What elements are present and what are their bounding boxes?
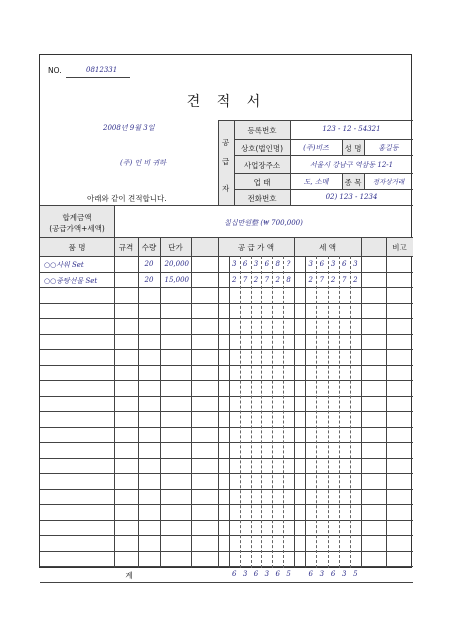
item-qty: 20 [144,275,154,284]
total-tax-digit: 3 [319,569,325,578]
biz-label: 업 태 [253,178,271,187]
rep-label: 성 명 [344,144,362,153]
header-qty: 수량 [141,243,157,252]
company-label: 상호(법인명) [240,144,284,153]
biz-value: 도, 소매 [303,178,329,186]
item-price: 15,000 [164,275,189,284]
reg-value: 123 - 12 - 54321 [322,125,381,133]
tax-digit: 2 [330,275,336,284]
total-value: 칠십만원整 (₩ 700,000) [224,219,303,227]
kind-label: 종 목 [344,178,362,187]
tax-digit: 3 [308,260,313,268]
total-supply-digit: 3 [242,569,248,578]
tel-label: 전화번호 [247,194,277,203]
header-name: 품 명 [68,243,86,252]
company-value: (주)비즈 [303,144,329,152]
total-tax-digit: 6 [330,569,336,578]
tax-digit: 6 [319,260,325,268]
no-label: NO. [48,66,62,75]
header-spec: 규격 [118,243,134,252]
total-supply-digit: 3 [264,569,270,578]
total-supply-digit: 6 [232,569,237,578]
supply-digit: 7 [264,275,270,284]
item-price: 20,000 [164,260,189,268]
tax-digit: 2 [308,275,313,284]
tax-digit: 2 [353,275,358,284]
supply-digit: 3 [232,260,237,268]
item-name: ○○사워 Set [44,261,84,269]
tax-digit: 6 [342,260,347,268]
total-supply-digit: 6 [275,569,280,578]
total-label-2: (공급가액+세액) [49,224,105,233]
total-tax-digit: 3 [342,569,347,578]
page-title: 견 적 서 [186,94,267,110]
total-tax-digit: 6 [308,569,313,578]
supplier-side-1: 공 [222,138,230,147]
supply-digit: 6 [264,260,270,268]
recipient: (주) 인 비 귀하 [120,159,166,167]
supplier-side-3: 자 [222,184,230,193]
tax-digit: 7 [319,275,325,284]
total-supply-digit: 5 [286,569,291,578]
kind-value: 정자상거래 [372,178,405,186]
tax-digit: 7 [342,275,347,284]
header-note: 비고 [392,243,407,252]
quote-date: 2008년 9월 3일 [103,124,155,132]
total-row-label: 계 [125,570,133,580]
supplier-side-2: 급 [222,157,230,166]
item-name: ○○중탕선물 Set [44,276,98,285]
addr-label: 사업장주소 [243,161,281,170]
total-supply-digit: 6 [253,569,259,578]
rep-value: 홍길동 [378,144,399,152]
tax-digit: 3 [353,260,358,268]
header-supply: 공 급 가 액 [237,243,275,252]
addr-value: 서울시 강남구 역삼동 12-1 [309,161,394,169]
header-price: 단가 [168,243,183,252]
supply-digit: 3 [253,260,259,268]
supply-digit: 7 [242,275,248,284]
item-qty: 20 [144,260,154,268]
reg-label: 등록번호 [247,126,277,135]
header-tax: 세 액 [319,243,336,252]
supply-digit: ? [286,260,291,268]
intro-text: 아래와 같이 견적합니다. [87,194,167,203]
quotation-form [39,54,412,580]
tax-digit: 3 [330,260,336,268]
tel-value: 02) 123 - 1234 [325,193,378,201]
no-value: 0812331 [86,66,118,74]
supply-digit: 8 [275,260,280,268]
supply-digit: 2 [253,275,259,284]
supply-digit: 2 [232,275,237,284]
total-tax-digit: 5 [353,569,358,578]
total-label-1: 합계금액 [62,213,92,222]
supply-digit: 6 [242,260,248,268]
supply-digit: 8 [286,275,291,284]
supply-digit: 2 [275,275,280,284]
